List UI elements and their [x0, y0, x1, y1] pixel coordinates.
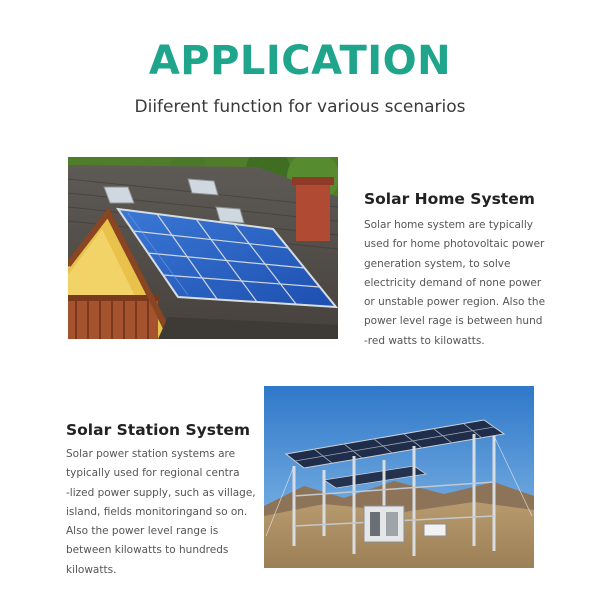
solar-home-photo: [68, 157, 338, 339]
solar-station-title: Solar Station System: [66, 421, 251, 439]
description-line: kilowatts.: [66, 563, 117, 576]
description-line: -red watts to kilowatts.: [364, 334, 485, 347]
description-line: island, fields monitoringand so on.: [66, 505, 248, 518]
solar-home-title: Solar Home System: [364, 190, 535, 208]
description-line: electricity demand of none power: [364, 276, 542, 289]
description-line: Solar home system are typically: [364, 219, 533, 231]
description-line: or unstable power region. Also the: [364, 296, 546, 309]
solar-station-description: [66, 445, 256, 580]
description-line: generation system, to solve: [364, 257, 511, 270]
description-line: Also the power level range is: [66, 525, 219, 538]
page-subtitle: Diiferent function for various scenarios: [134, 97, 466, 117]
description-line: power level rage is between hund: [364, 315, 543, 328]
description-line: between kilowatts to hundreds: [66, 544, 229, 557]
description-line: -lized power supply, such as village,: [66, 486, 256, 499]
description-line: Solar power station systems are: [66, 448, 236, 460]
solar-station-photo: [264, 386, 534, 568]
description-line: used for home photovoltaic power: [364, 238, 545, 251]
page-title: APPLICATION: [148, 38, 452, 84]
description-line: typically used for regional centra: [66, 467, 240, 480]
solar-home-description: [364, 216, 544, 351]
